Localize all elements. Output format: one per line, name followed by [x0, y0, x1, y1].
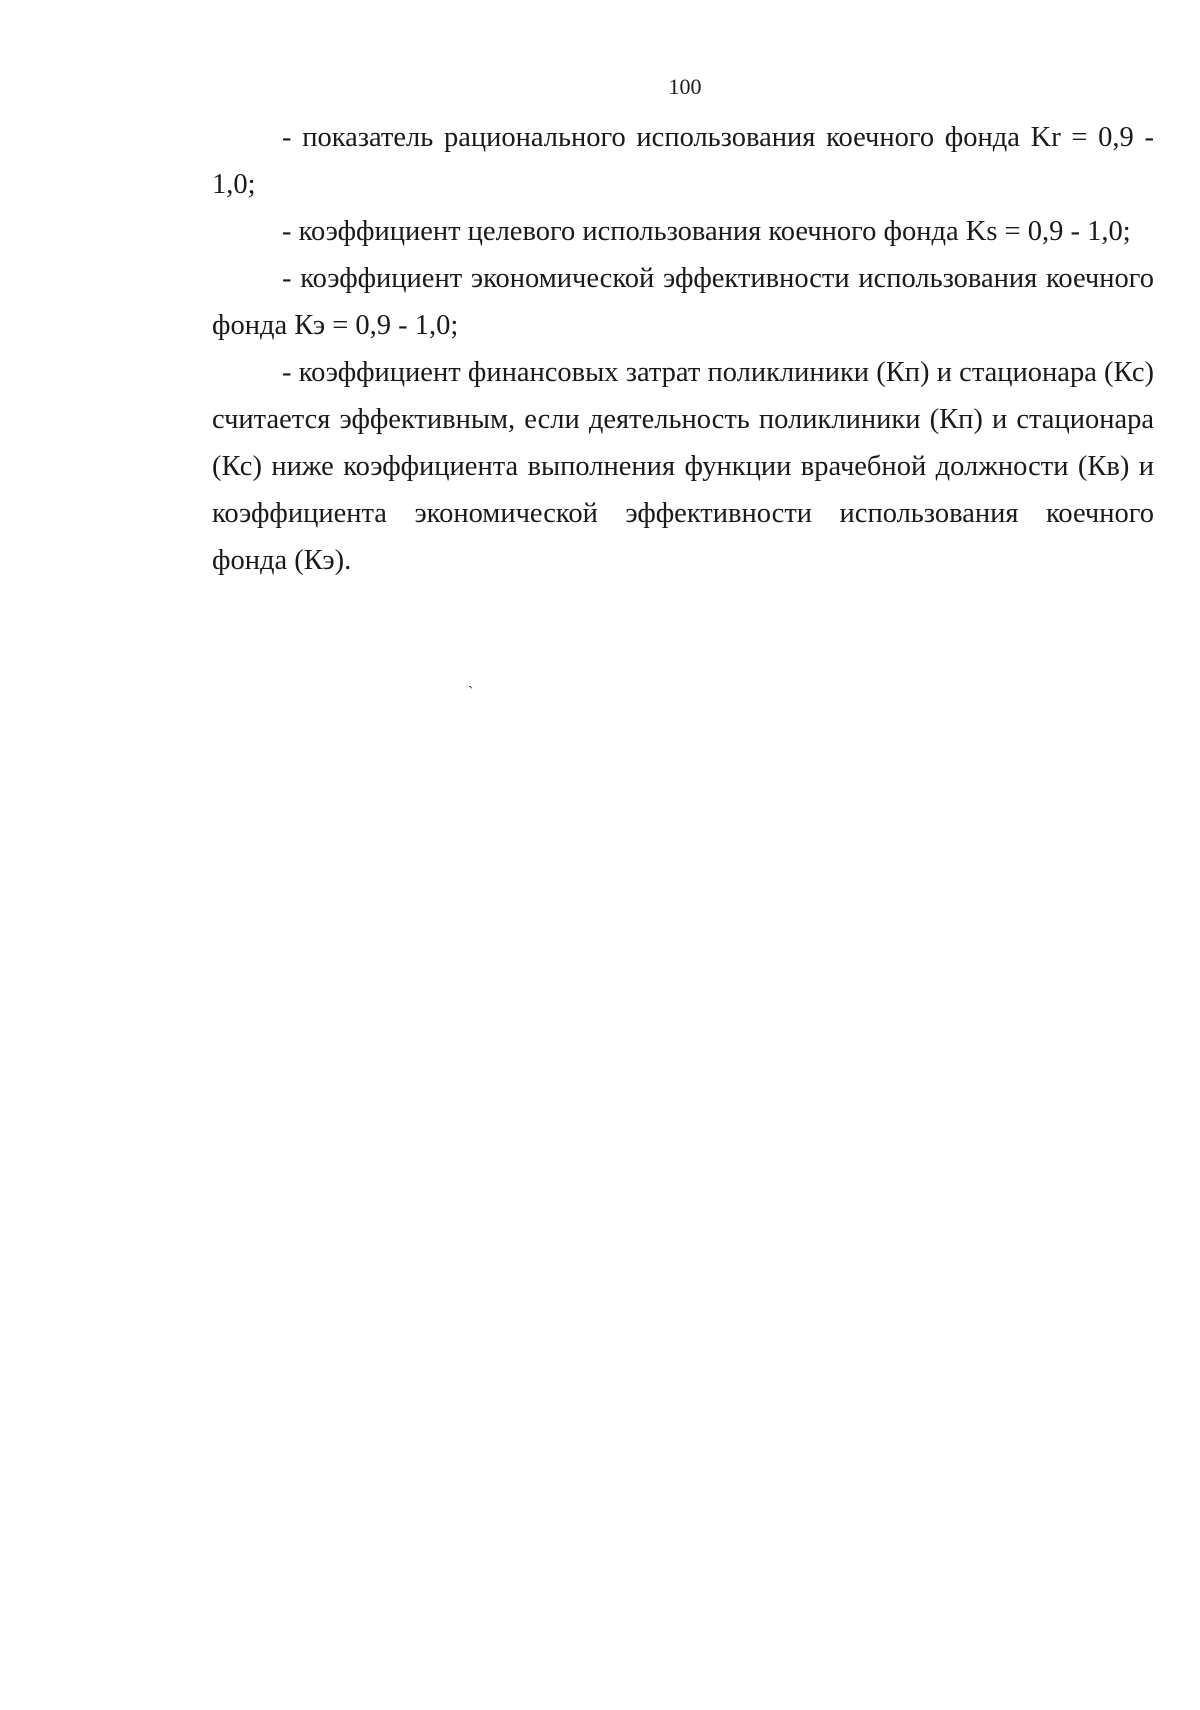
paragraph-rational-use-indicator: - показатель рационального использования коечного фонда Kr = 0,9 - 1,0; [212, 122, 1154, 200]
paragraph-economic-efficiency-coefficient: - коэффициент экономической эффективности использования коечного фонда Кэ = 0,9 - 1,0; [212, 263, 1154, 341]
paragraph-financial-costs-coefficient: - коэффициент финансовых затрат поликлиники (Кп) и стационара (Кс) считается эффективным, если деятельность поликлиники (Кп) и стационара (Кс) ниже коэффициента выполнения функции врачебной должности (Кв) и коэффициента экономической эффективности использования коечного фонда (Кэ). [212, 357, 1154, 576]
page-number: 100 [668, 74, 702, 99]
scan-speck: ` [468, 684, 474, 701]
body-text [212, 114, 1154, 584]
paragraph-target-use-coefficient: - коэффициент целевого использования коечного фонда Ks = 0,9 - 1,0; [282, 216, 1131, 247]
